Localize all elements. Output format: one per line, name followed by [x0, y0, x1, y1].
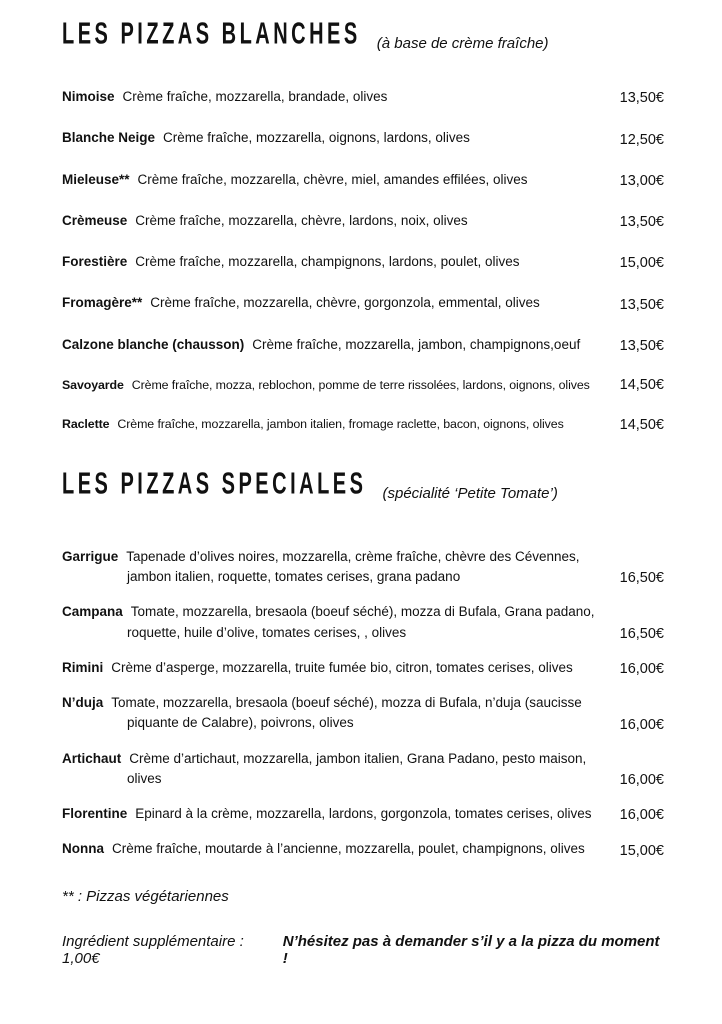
item-name: Mieleuse**	[62, 171, 130, 187]
item-description: Tomate, mozzarella, bresaola (boeuf séché), mozza di Bufala, Grana padano, roquette, huile d’olive, tomates cerises, , olives	[127, 604, 595, 640]
menu-item	[62, 839, 664, 859]
section-header	[62, 17, 664, 53]
item-description: Epinard à la crème, mozzarella, lardons, gorgonzola, tomates cerises, olives	[135, 806, 592, 822]
item-description: Crème fraîche, mozzarella, jambon, champignons,oeuf	[252, 336, 581, 352]
item-name: Raclette	[62, 417, 110, 432]
item-price: 12,50€	[619, 131, 664, 148]
footnote-pizza-moment: N’hésitez pas à demander s’il y a la pizza du moment !	[282, 932, 660, 967]
item-name: Fromagère**	[62, 295, 143, 311]
item-name: Artichaut	[62, 750, 122, 766]
item-name: Crèmeuse	[62, 212, 128, 228]
section-header	[62, 467, 664, 503]
item-price: 16,00€	[619, 661, 664, 678]
item-name: Florentine	[62, 806, 128, 822]
menu-item	[62, 87, 664, 107]
item-name: N’duja	[62, 695, 104, 711]
menu-item	[62, 293, 664, 313]
item-name: Rimini	[62, 659, 104, 675]
item-description: Crème fraîche, mozzarella, jambon italien, fromage raclette, bacon, oignons, olives	[117, 417, 564, 432]
section-pizzas-speciales	[62, 467, 664, 860]
item-price: 15,00€	[619, 842, 664, 859]
item-price: 15,00€	[619, 255, 664, 272]
item-name: Blanche Neige	[62, 130, 156, 146]
item-name: Nonna	[62, 841, 104, 857]
item-price: 16,50€	[619, 570, 664, 587]
item-price: 13,50€	[619, 214, 664, 230]
item-description: Crème d’artichaut, mozzarella, jambon italien, Grana Padano, pesto maison, olives	[127, 750, 587, 786]
item-description: Crème fraîche, mozzarella, chèvre, gorgonzola, emmental, olives	[150, 295, 540, 311]
item-description: Crème fraîche, moutarde à l’ancienne, mozzarella, poulet, champignons, olives	[112, 841, 585, 857]
section-title: LES PIZZAS BLANCHES	[62, 17, 361, 52]
item-description: Crème fraîche, mozzarella, oignons, lardons, olives	[163, 130, 470, 146]
item-price: 14,50€	[619, 377, 664, 394]
item-price: 13,00€	[619, 172, 664, 189]
item-price: 14,50€	[619, 416, 664, 433]
item-description: Crème fraîche, mozzarella, brandade, olives	[122, 89, 388, 104]
menu-item	[62, 170, 664, 190]
footer-row	[62, 933, 664, 967]
section-subtitle: (à base de crème fraîche)	[376, 35, 549, 52]
item-name: Nimoise	[62, 89, 115, 104]
item-name: Forestière	[62, 254, 128, 269]
menu-item	[62, 693, 664, 734]
item-description: Crème fraîche, mozzarella, chèvre, miel, amandes effilées, olives	[137, 171, 528, 187]
section-subtitle: (spécialité ‘Petite Tomate’)	[382, 484, 558, 502]
item-description: Crème d’asperge, mozzarella, truite fumée bio, citron, tomates cerises, olives	[111, 659, 573, 675]
item-price: 13,50€	[619, 337, 664, 354]
menu-item	[62, 335, 664, 355]
item-description: Crème fraîche, mozzarella, chèvre, lardons, noix, olives	[135, 212, 468, 228]
menu-item	[62, 376, 664, 395]
menu-item	[62, 804, 664, 824]
item-name: Calzone blanche (chausson)	[62, 336, 245, 352]
item-price: 16,00€	[619, 807, 664, 824]
section-title: LES PIZZAS SPECIALES	[62, 467, 367, 502]
menu-item	[62, 658, 664, 678]
menu-item	[62, 749, 664, 790]
menu-items	[62, 87, 664, 434]
menu-item	[62, 211, 664, 231]
menu-items	[62, 547, 664, 860]
item-name: Campana	[62, 604, 123, 620]
menu-item	[62, 128, 664, 148]
footnote-vegetarian: ** : Pizzas végétariennes	[62, 887, 229, 905]
item-price: 13,50€	[619, 90, 664, 107]
menu-item	[62, 547, 664, 588]
item-description: Tapenade d’olives noires, mozzarella, crème fraîche, chèvre des Cévennes, jambon italien, roquette, tomates cerises, grana padano	[126, 548, 580, 585]
item-name: Savoyarde	[62, 377, 124, 392]
item-price: 13,50€	[619, 296, 664, 313]
item-description: Crème fraîche, mozzarella, champignons, lardons, poulet, olives	[135, 254, 520, 269]
section-pizzas-blanches	[62, 17, 664, 434]
item-name: Garrigue	[62, 548, 119, 564]
item-price: 16,00€	[619, 772, 664, 789]
item-description: Tomate, mozzarella, bresaola (boeuf séché), mozza di Bufala, n’duja (saucisse piquante de Calabre), poivrons, olives	[111, 695, 582, 731]
menu-item	[62, 602, 664, 643]
item-price: 16,50€	[619, 625, 664, 642]
item-description: Crème fraîche, mozza, reblochon, pomme de terre rissolées, lardons, oignons, olives	[131, 377, 590, 392]
menu-item	[62, 252, 664, 272]
footnote-supplement: Ingrédient supplémentaire : 1,00€	[62, 932, 244, 967]
menu-item	[62, 415, 664, 434]
item-price: 16,00€	[619, 716, 664, 733]
